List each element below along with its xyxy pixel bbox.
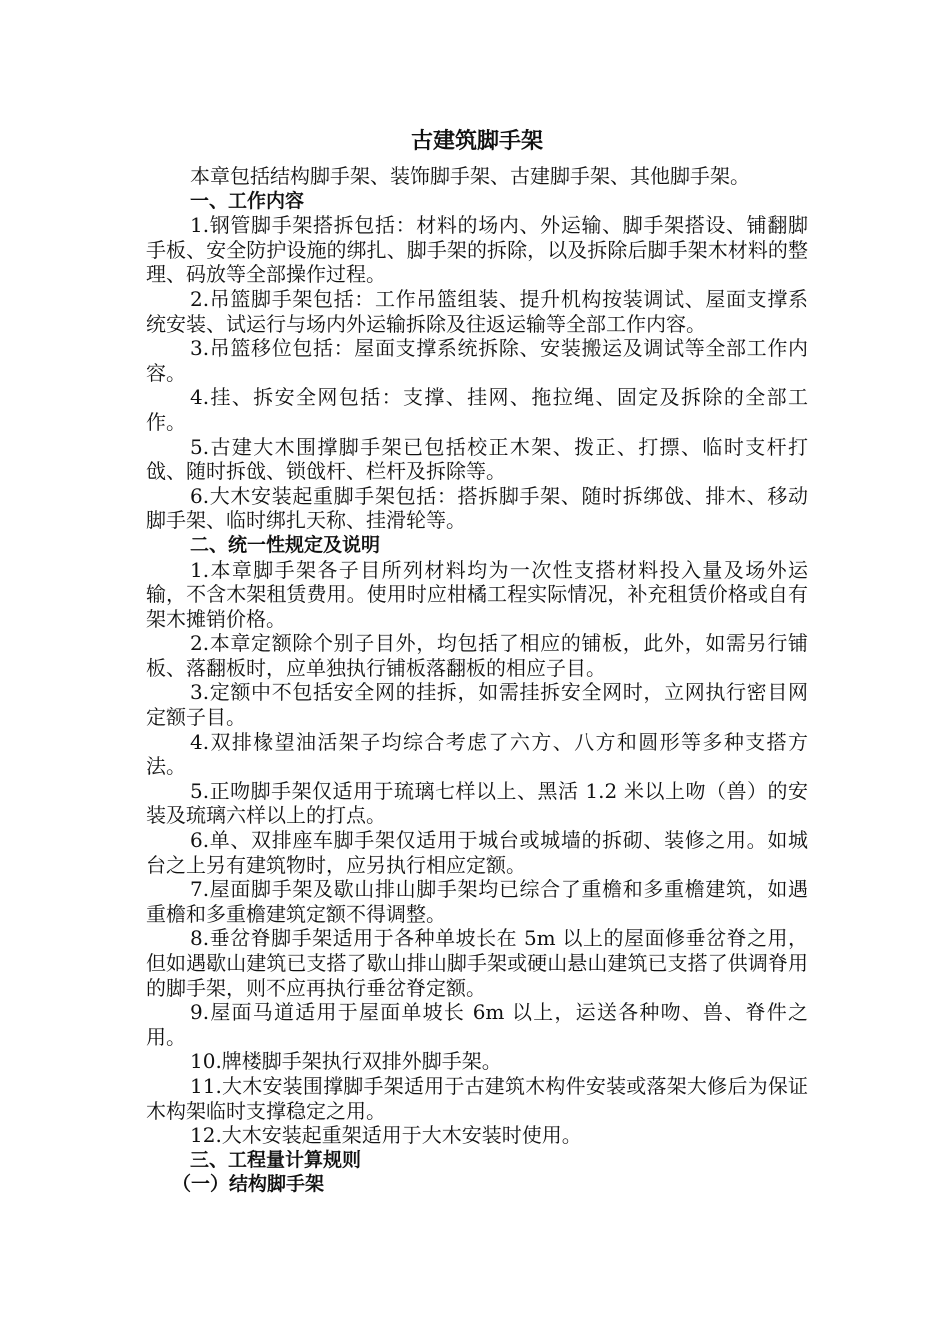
rule-item-6: 6.单、双排座车脚手架仅适用于城台或城墙的拆砌、装修之用。如城台之上另有建筑物时，应另执行相应定额。 xyxy=(146,828,808,877)
rule-item-10: 10.牌楼脚手架执行双排外脚手架。 xyxy=(190,1049,502,1074)
work-item-6: 6.大木安装起重脚手架包括：搭拆脚手架、随时拆绑戗、排木、移动脚手架、临时绑扎天称、挂滑轮等。 xyxy=(146,483,808,533)
rule-item-5: 5.正吻脚手架仅适用于琉璃七样以上、黑活 1.2 米以上吻（兽）的安装及琉璃六样以上的打点。 xyxy=(146,778,808,828)
rule-item-11: 11.大木安装围撑脚手架适用于古建筑木构件安装或落架大修后为保证木构架临时支撑稳定之用。 xyxy=(146,1073,808,1123)
section-heading-rules: 二、统一性规定及说明 xyxy=(190,533,381,556)
work-item-1: 1.钢管脚手架搭拆包括：材料的场内、外运输、脚手架搭设、铺翻脚手板、安全防护设施的绑扎、脚手架的拆除，以及拆除后脚手架木材料的整理、码放等全部操作过程。 xyxy=(146,213,808,287)
section-heading-work-content: 一、工作内容 xyxy=(190,189,305,212)
rule-item-9: 9.屋面马道适用于屋面单坡长 6m 以上，运送各种吻、兽、脊件之用。 xyxy=(146,1000,808,1049)
intro-paragraph: 本章包括结构脚手架、装饰脚手架、古建脚手架、其他脚手架。 xyxy=(190,164,750,188)
document-page xyxy=(146,128,808,1197)
document-title: 古建筑脚手架 xyxy=(410,129,543,154)
rule-item-3: 3.定额中不包括安全网的挂拆，如需挂拆安全网时，立网执行密目网定额子目。 xyxy=(146,680,808,730)
subsection-heading-structural-scaffold: （一）结构脚手架 xyxy=(172,1173,325,1196)
rule-item-2: 2.本章定额除个别子目外，均包括了相应的铺板，此外，如需另行铺板、落翻板时，应单独执行铺板落翻板的相应子目。 xyxy=(146,631,808,680)
section-heading-quantity-rules: 三、工程量计算规则 xyxy=(190,1148,362,1171)
rule-item-4: 4.双排椽望油活架子均综合考虑了六方、八方和圆形等多种支搭方法。 xyxy=(146,729,808,779)
work-item-2: 2.吊篮脚手架包括：工作吊篮组装、提升机构按装调试、屋面支撑系统安装、试运行与场内外运输拆除及往返运输等全部工作内容。 xyxy=(146,286,808,336)
rule-item-7: 7.屋面脚手架及歇山排山脚手架均已综合了重檐和多重檐建筑，如遇重檐和多重檐建筑定额不得调整。 xyxy=(146,877,808,926)
rule-item-8: 8.垂岔脊脚手架适用于各种单坡长在 5m 以上的屋面修垂岔脊之用，但如遇歇山建筑已支搭了歇山排山脚手架或硬山悬山建筑已支搭了供调脊用的脚手架，则不应再执行垂岔脊定额。 xyxy=(146,926,808,1000)
work-item-5: 5.古建大木围撑脚手架已包括校正木架、拨正、打摽、临时支杆打戗、随时拆戗、锁戗杆、栏杆及拆除等。 xyxy=(146,434,808,484)
work-item-4: 4.挂、拆安全网包括：支撑、挂网、拖拉绳、固定及拆除的全部工作。 xyxy=(146,385,808,434)
rule-item-12: 12.大木安装起重架适用于大木安装时使用。 xyxy=(190,1123,582,1148)
rule-item-1: 1.本章脚手架各子目所列材料均为一次性支搭材料投入量及场外运输，不含木架租赁费用。使用时应柑橘工程实际情况，补充租赁价格或自有架木摊销价格。 xyxy=(146,557,808,631)
work-item-3: 3.吊篮移位包括：屋面支撑系统拆除、安装搬运及调试等全部工作内容。 xyxy=(146,336,808,385)
